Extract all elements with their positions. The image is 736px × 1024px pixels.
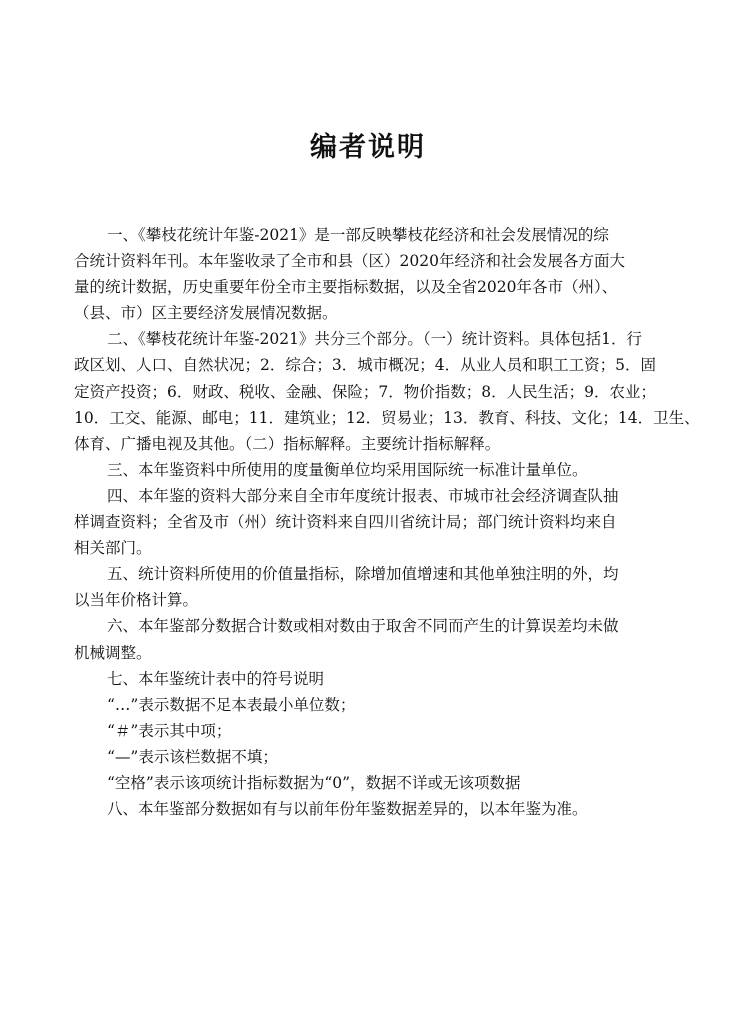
paragraph-4	[74, 483, 674, 561]
symbol-note-hash	[74, 718, 674, 744]
paragraph-line: 五、统计资料所使用的价值量指标，除增加值增速和其他单独注明的外，均	[107, 565, 619, 584]
paragraph-2	[74, 326, 700, 456]
paragraph-line: 七、本年鉴统计表中的符号说明	[107, 669, 325, 688]
paragraph-line: 以当年价格计算。	[74, 591, 199, 610]
paragraph-5	[74, 561, 674, 613]
paragraph-line: 四、本年鉴的资料大部分来自全市年度统计报表、市城市社会经济调查队抽	[107, 486, 619, 505]
paragraph-line: 三、本年鉴资料中所使用的度量衡单位均采用国际统一标准计量单位。	[107, 460, 588, 479]
paragraph-line: 样调查资料；全省及市（州）统计资料来自四川省统计局；部门统计资料均来自	[74, 513, 617, 532]
paragraph-3	[74, 457, 674, 483]
page-title: 编者说明	[310, 132, 426, 163]
paragraph-line: （县、市）区主要经济发展情况数据。	[74, 304, 338, 323]
paragraph-line: “空格”表示该项统计指标数据为“0”，数据不详或无该项数据	[107, 773, 521, 792]
paragraph-line: 10．工交、能源、邮电；11．建筑业；12．贸易业；13．教育、科技、文化；14．卫生、	[74, 408, 700, 427]
symbol-note-dash	[74, 744, 674, 770]
paragraph-line: 八、本年鉴部分数据如有与以前年份年鉴数据差异的，以本年鉴为准。	[107, 800, 588, 819]
paragraph-line: 相关部门。	[74, 539, 152, 558]
paragraph-line: 定资产投资；6．财政、税收、金融、保险；7．物价指数；8．人民生活；9．农业；	[74, 382, 656, 401]
paragraph-6	[74, 613, 674, 665]
paragraph-1	[74, 222, 674, 326]
paragraph-line: “…”表示数据不足本表最小单位数；	[107, 695, 356, 714]
paragraph-line: 一、《攀枝花统计年鉴-2021》是一部反映攀枝花经济和社会发展情况的综	[107, 226, 609, 244]
paragraph-line: 体育、广播电视及其他。（二）指标解释。主要统计指标解释。	[74, 434, 501, 453]
document-body	[74, 222, 700, 822]
paragraph-7	[74, 666, 674, 692]
paragraph-line: 二、《攀枝花统计年鉴-2021》共分三个部分。（一）统计资料。具体包括1．行	[107, 330, 643, 349]
symbol-note-ellipsis	[74, 692, 674, 718]
paragraph-line: 量的统计数据，历史重要年份全市主要指标数据，以及全省2020年各市（州）、	[74, 278, 618, 297]
symbol-note-blank	[74, 770, 674, 796]
paragraph-line: 政区划、人口、自然状况；2．综合；3．城市概况；4．从业人员和职工工资；5．固	[74, 356, 656, 375]
paragraph-line: 合统计资料年刊。本年鉴收录了全市和县（区）2020年经济和社会发展各方面大	[74, 252, 625, 271]
paragraph-line: “—”表示该栏数据不填；	[107, 747, 278, 766]
paragraph-line: “＃”表示其中项；	[107, 721, 232, 740]
paragraph-line: 六、本年鉴部分数据合计数或相对数由于取舍不同而产生的计算误差均未做	[107, 617, 619, 636]
paragraph-line: 机械调整。	[74, 643, 152, 662]
paragraph-8	[74, 796, 674, 822]
